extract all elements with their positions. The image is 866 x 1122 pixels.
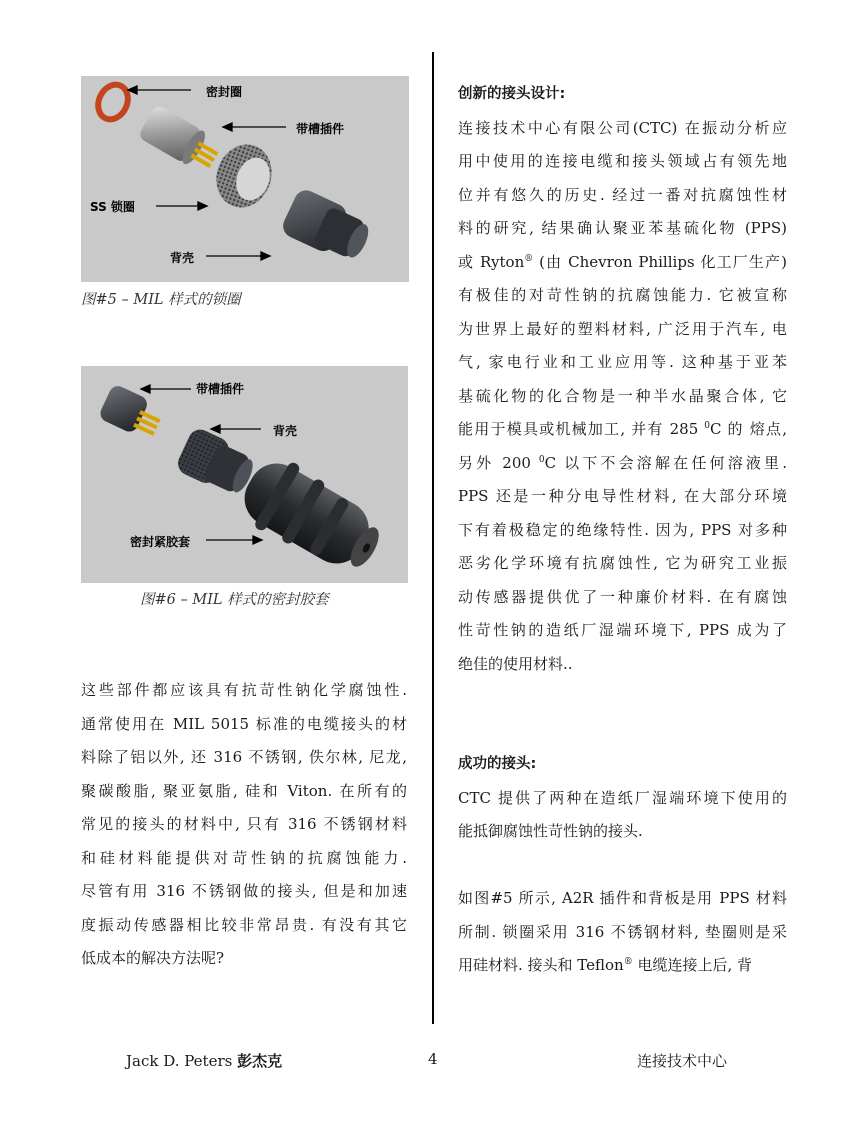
text-line: 聚碳酸脂, 聚亚氨脂, 硅和 Viton. 在所有的 bbox=[81, 781, 407, 800]
text-line bbox=[458, 949, 787, 983]
text-line: 气, 家电行业和工业应用等. 这种基于亚苯 bbox=[458, 353, 787, 371]
text-line: 位并有悠久的历史. 经过一番对抗腐蚀性材 bbox=[458, 185, 787, 204]
text-line: 连接技术中心有限公司(CTC) 在振动分析应 bbox=[458, 118, 787, 137]
text-line: 尽管有用 316 不锈钢做的接头, 但是和加速 bbox=[81, 882, 407, 900]
text-run: (由 Chevron Phillips 化工厂生产) bbox=[533, 252, 787, 271]
text-line: 常见的接头的材料中, 只有 316 不锈钢材料 bbox=[81, 815, 407, 833]
text-line bbox=[458, 413, 787, 447]
label-seal-ring: 密封圈 bbox=[206, 85, 243, 99]
page-number: 4 bbox=[428, 1050, 438, 1068]
text-line: 低成本的解决方法呢? bbox=[81, 949, 225, 967]
text-run: C 以下不会溶解在任何溶液里. bbox=[544, 453, 788, 472]
author-name-en: Jack D. Peters bbox=[126, 1052, 238, 1070]
label-sealing-boot: 密封紧胶套 bbox=[130, 535, 191, 549]
text-line: 能抵御腐蚀性苛性钠的接头. bbox=[458, 822, 643, 840]
footer-author bbox=[126, 1050, 282, 1071]
figure-5-caption: 图#5 – MIL 样式的锁圈 bbox=[81, 292, 241, 308]
text-line: 通常使用在 MIL 5015 标准的电缆接头的材 bbox=[81, 714, 407, 733]
label-back-shell: 背壳 bbox=[170, 251, 195, 265]
text-line: 动传感器提供优了一种廉价材料. 在有腐蚀 bbox=[458, 587, 787, 606]
text-line: 所制. 锁圈采用 316 不锈钢材料, 垫圈则是采 bbox=[458, 922, 787, 941]
figure-6-caption: 图#6 – MIL 样式的密封胶套 bbox=[140, 592, 329, 608]
figure-5-image bbox=[81, 76, 409, 282]
figure-6-image bbox=[81, 366, 408, 583]
label-ss-lock-ring: SS 锁圈 bbox=[90, 200, 135, 214]
text-line: 这些部件都应该具有抗苛性钠化学腐蚀性. bbox=[81, 681, 407, 699]
section-heading-successful-connector: 成功的接头: bbox=[458, 756, 537, 772]
figure-5-illustration bbox=[81, 76, 409, 282]
text-line: 恶劣化学环境有抗腐蚀性, 它为研究工业振 bbox=[458, 554, 787, 572]
label-back-shell: 背壳 bbox=[273, 424, 298, 438]
paragraph-gap bbox=[458, 849, 787, 883]
text-line: 料除了铝以外, 还 316 不锈钢, 佚尔林, 尼龙, bbox=[81, 748, 407, 766]
text-line: 如图#5 所示, A2R 插件和背板是用 PPS 材料 bbox=[458, 889, 787, 907]
text-run: 电缆连接上后, 背 bbox=[632, 956, 753, 974]
degree-superscript: 0 bbox=[704, 421, 711, 431]
text-run: 另外 200 bbox=[458, 453, 539, 472]
text-line: 性苛性钠的造纸厂湿端环境下, PPS 成为了 bbox=[458, 621, 787, 639]
text-line bbox=[458, 246, 787, 280]
text-run: 或 Ryton bbox=[458, 252, 525, 271]
text-line: 用中使用的连接电缆和接头领域占有领先地 bbox=[458, 152, 787, 170]
footer-organization: 连接技术中心 bbox=[637, 1052, 728, 1070]
text-line: 为世界上最好的塑料材料, 广泛用于汽车, 电 bbox=[458, 319, 787, 338]
text-line: 料的研究, 结果确认聚亚苯基硫化物 (PPS) bbox=[458, 219, 787, 237]
label-slotted-insert: 带槽插件 bbox=[196, 382, 245, 396]
text-run: 用硅材料. 接头和 Teflon bbox=[458, 956, 624, 974]
column-divider bbox=[432, 52, 434, 1024]
text-line bbox=[458, 447, 787, 481]
text-run: 能用于模具或机械加工, 并有 285 bbox=[458, 420, 705, 438]
registered-mark: ® bbox=[524, 253, 534, 264]
figure-6-illustration bbox=[81, 366, 408, 583]
paragraph-gap bbox=[458, 681, 787, 715]
right-column bbox=[458, 78, 787, 983]
label-slotted-insert: 带槽插件 bbox=[296, 122, 345, 136]
text-line: 基硫化物的化合物是一种半水晶聚合体, 它 bbox=[458, 386, 787, 405]
text-line: CTC 提供了两种在造纸厂湿端环境下使用的 bbox=[458, 788, 787, 807]
text-line: PPS 还是一种分电导性材料, 在大部分环境 bbox=[458, 487, 787, 505]
text-line: 绝佳的使用材料.. bbox=[458, 654, 573, 673]
text-line: 度振动传感器相比较非常昂贵. 有没有其它 bbox=[81, 915, 407, 934]
text-line: 下有着极稳定的绝缘特性. 因为, PPS 对多种 bbox=[458, 520, 787, 539]
text-run: C 的 熔点, bbox=[710, 420, 787, 438]
paragraph-gap bbox=[458, 715, 787, 749]
text-line: 有极佳的对苛性钠的抗腐蚀能力. 它被宣称 bbox=[458, 286, 787, 304]
degree-superscript: 0 bbox=[538, 454, 545, 465]
left-column-paragraph bbox=[81, 674, 407, 976]
section-heading-innovative-design: 创新的接头设计: bbox=[458, 86, 566, 102]
text-line: 和硅材料能提供对苛性钠的抗腐蚀能力. bbox=[81, 848, 407, 867]
author-name-cn: 彭杰克 bbox=[237, 1052, 283, 1070]
registered-mark: ® bbox=[623, 957, 633, 967]
